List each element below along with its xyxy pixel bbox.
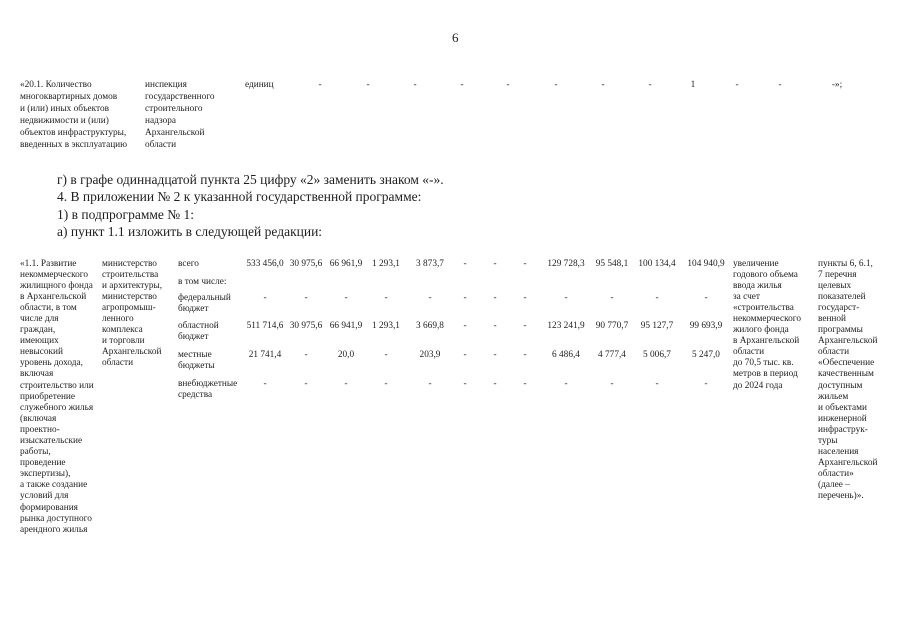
funding-source-label (178, 293, 231, 315)
funding-value-cell: 129 728,3 (547, 258, 585, 269)
expected-result-line: до 2024 года (733, 380, 783, 391)
executor-line: области (102, 358, 134, 369)
table1-value-cell: - (554, 80, 558, 90)
measure-name-line: в Архангельской (20, 291, 87, 302)
measure-name-line: служебного жилья (20, 402, 94, 413)
funding-value-cell: - (523, 292, 527, 303)
table1-value-cell: - (318, 80, 322, 90)
indicator-reference-line: венной (818, 313, 847, 324)
measure-name-line: изыскательские (20, 436, 83, 446)
measure-name-line: условий для (20, 491, 69, 502)
table1-name-line: недвижимости и (или) (20, 116, 109, 126)
indicator-reference-line: пункты 6, 6.1, (818, 258, 873, 269)
measure-name-line: проектно- (20, 424, 60, 435)
indicator-reference-line: инженерной (818, 413, 867, 424)
funding-value-cell: - (304, 292, 308, 303)
executor-line: министерство (102, 258, 157, 269)
table1-name-line: объектов инфраструктуры, (20, 128, 127, 138)
funding-value-cell: 90 770,7 (595, 320, 629, 331)
table1-responsible-line: государственного (145, 92, 215, 102)
indicator-reference-line: области (818, 347, 850, 358)
indicator-reference-line: жильем (818, 391, 849, 402)
funding-value-cell: 30 975,6 (289, 320, 323, 331)
table1-responsible-line: строительного (145, 104, 203, 114)
indicator-reference-line: государст- (818, 302, 860, 313)
funding-value-cell: - (704, 292, 708, 303)
indicator-reference (818, 259, 877, 503)
funding-value-cell: - (384, 292, 388, 303)
executor-line: Архангельской (102, 347, 162, 358)
measure-name-line: работы, (20, 447, 51, 458)
measure-name-line: (включая (20, 413, 57, 424)
table1-name-line: многоквартирных домов (20, 92, 118, 102)
measure-name-line: а также создание (20, 480, 88, 491)
funding-source-label-line: федеральный (178, 292, 231, 303)
indicator-reference-line: перечень)». (818, 491, 864, 502)
funding-value-cell: - (493, 378, 497, 389)
funding-value-cell: 99 693,9 (689, 320, 723, 331)
funding-value-cell: 511 714,6 (246, 320, 284, 331)
funding-value-cell: 533 456,0 (246, 258, 284, 269)
funding-source-label-line: средства (178, 389, 213, 400)
funding-value-cell: 95 548,1 (595, 258, 629, 269)
funding-value-cell: 6 486,4 (552, 349, 580, 360)
measure-name-line: проведение (20, 458, 66, 469)
indicator-reference-line: качественным (818, 369, 874, 380)
paragraph: г) в графе одиннадцатой пункта 25 цифру «2» заменить знаком «-». (57, 172, 444, 187)
indicator-reference-line: инфраструк- (818, 424, 868, 435)
funding-value-cell: - (463, 292, 467, 303)
funding-value-cell: 66 961,9 (329, 258, 363, 269)
funding-value-cell: 5 006,7 (643, 349, 671, 360)
funding-value-cell: - (428, 292, 432, 303)
table1-responsible-line: области (145, 140, 177, 150)
table1-value-cell: - (648, 80, 652, 90)
funding-value-cell: - (463, 349, 467, 360)
measure-name-line: имеющих (20, 336, 59, 347)
measure-name-line: некоммерческого (20, 269, 89, 280)
executor-line: агропромыш- (102, 302, 156, 313)
funding-value-cell: - (344, 378, 348, 389)
funding-source-label (178, 259, 199, 270)
funding-value-cell: - (610, 378, 614, 389)
funding-source-label-line: бюджет (178, 331, 209, 342)
funding-value-cell: 1 293,1 (372, 320, 400, 331)
indicator-reference-line: 7 перечня (818, 269, 857, 280)
indicator-reference-line: (далее – (818, 480, 850, 491)
funding-value-cell: - (263, 378, 267, 389)
table1-values-row (0, 79, 905, 91)
funding-source-label (178, 277, 226, 288)
table1-responsible-line: Архангельской (145, 128, 205, 138)
indicator-reference-line: программы (818, 325, 863, 336)
table1-responsible-line: инспекция (145, 80, 187, 90)
indicator-reference-line: и объектами (818, 402, 867, 413)
measure-name-line: рынка доступного (20, 513, 92, 524)
table1-value-cell: - (778, 80, 782, 90)
table1-value-cell: -»; (831, 80, 843, 90)
funding-value-cell: - (463, 320, 467, 331)
funding-source-label-line: бюджеты (178, 360, 215, 371)
table1-value-cell: - (506, 80, 510, 90)
funding-source-label (178, 379, 237, 401)
measure-name-line: области, в том (20, 302, 77, 313)
executor-line: ленного (102, 313, 134, 324)
funding-value-cell: 95 127,7 (640, 320, 674, 331)
indicator-reference-line: туры (818, 436, 838, 446)
table1-name-line: и (или) иных объектов (20, 104, 110, 114)
funding-value-cell: - (564, 292, 568, 303)
funding-value-cell: - (610, 292, 614, 303)
expected-result-line: ввода жилья (733, 280, 782, 291)
funding-value-cell: 100 134,4 (638, 258, 676, 269)
funding-value-cell: 21 741,4 (248, 349, 282, 360)
funding-value-cell: 30 975,6 (289, 258, 323, 269)
funding-value-cell: 3 873,7 (416, 258, 444, 269)
measure-name-line: жилищного фонда (20, 280, 93, 291)
funding-value-cell: - (655, 292, 659, 303)
funding-source-label-line: в том числе: (178, 276, 227, 287)
table1-name-line: введенных в эксплуатацию (20, 140, 128, 150)
indicator-reference-line: населения (818, 447, 859, 458)
funding-value-cell: - (384, 378, 388, 389)
indicator-reference-line: доступным (818, 380, 863, 391)
measure-name-line: уровень дохода, (20, 358, 83, 369)
executor (102, 259, 162, 370)
executor-line: и архитектуры, (102, 280, 163, 291)
amendment-paragraphs (57, 171, 444, 241)
expected-result-line: «строительства (733, 302, 794, 313)
indicator-reference-line: показателей (818, 291, 866, 302)
measure-name-line: экспертизы), (20, 469, 71, 480)
paragraph: а) пункт 1.1 изложить в следующей редакции: (57, 224, 323, 240)
indicator-reference-line: целевых (818, 280, 852, 291)
paragraph: 1) в подпрограмме № 1: (57, 206, 195, 222)
table1-value-cell: - (413, 80, 417, 90)
funding-value-cell: - (493, 320, 497, 331)
expected-result-line: годового объема (733, 269, 798, 280)
measure-name-line: «1.1. Развитие (20, 258, 77, 269)
table1-name-line: «20.1. Количество (20, 80, 92, 90)
measure-name-line: строительство или (20, 380, 94, 391)
measure-name-line: включая (20, 369, 54, 380)
funding-value-cell: - (384, 349, 388, 360)
funding-value-cell: 203,9 (419, 349, 441, 360)
funding-value-cell: - (463, 378, 467, 389)
measure-name-line: невысокий (20, 347, 63, 358)
funding-source-label-line: областной (178, 320, 219, 331)
expected-result-line: увеличение (733, 258, 779, 269)
funding-value-cell: 66 941,9 (329, 320, 363, 331)
expected-result-line: метров в период (733, 369, 798, 380)
table1-responsible-line: надзора (145, 116, 176, 126)
measure-name (20, 259, 94, 536)
funding-value-cell: 3 669,8 (416, 320, 444, 331)
expected-result-line: до 70,5 тыс. кв. (733, 358, 794, 369)
funding-value-cell: - (304, 378, 308, 389)
funding-value-cell: 20,0 (337, 349, 355, 360)
funding-value-cell: - (493, 292, 497, 303)
funding-value-cell: - (523, 320, 527, 331)
funding-value-cell: - (263, 292, 267, 303)
measure-name-line: формирования (20, 502, 78, 513)
funding-value-cell: - (523, 349, 527, 360)
funding-source-label (178, 321, 219, 343)
table1-value-cell: - (735, 80, 739, 90)
indicator-reference-line: Архангельской (818, 458, 878, 469)
executor-line: министерство (102, 291, 157, 302)
expected-result-line: за счет (733, 291, 760, 302)
funding-value-cell: 104 940,9 (687, 258, 725, 269)
funding-value-cell: - (493, 349, 497, 360)
funding-value-cell: - (704, 378, 708, 389)
measure-name-line: числе для (20, 313, 59, 324)
funding-source-label (178, 350, 215, 372)
table1-unit: единиц (245, 80, 274, 90)
table1-value-cell: 1 (690, 80, 696, 90)
funding-value-cell: - (493, 258, 497, 269)
funding-source-label-line: внебюджетные (178, 378, 238, 389)
page-number: 6 (452, 30, 459, 45)
measure-name-line: граждан, (20, 325, 56, 336)
funding-value-cell: - (655, 378, 659, 389)
expected-result-line: некоммерческого (733, 313, 802, 324)
indicator-reference-line: «Обеспечение (818, 358, 875, 369)
executor-line: и торговли (102, 336, 145, 347)
expected-result-line: области (733, 347, 765, 358)
funding-value-cell: 5 247,0 (692, 349, 720, 360)
table1-value-cell: - (460, 80, 464, 90)
indicator-reference-line: Архангельской (818, 336, 878, 347)
expected-result (733, 259, 801, 392)
paragraph: 4. В приложении № 2 к указанной государственной программе: (57, 189, 422, 205)
table1-value-cell: - (366, 80, 370, 90)
executor-line: комплекса (102, 325, 143, 336)
funding-value-cell: - (523, 378, 527, 389)
measure-name-line: приобретение (20, 391, 76, 402)
funding-source-label-line: бюджет (178, 303, 209, 314)
executor-line: строительства (102, 269, 159, 280)
funding-source-label-line: всего (178, 258, 199, 269)
funding-value-cell: - (428, 378, 432, 389)
funding-value-cell: - (564, 378, 568, 389)
funding-source-label-line: местные (178, 349, 212, 360)
measure-name-line: арендного жилья (20, 524, 88, 535)
funding-value-cell: - (304, 349, 308, 360)
funding-value-cell: 123 241,9 (547, 320, 585, 331)
funding-value-cell: - (523, 258, 527, 269)
table1-value-cell: - (601, 80, 605, 90)
funding-value-cell: 1 293,1 (372, 258, 400, 269)
funding-value-cell: - (463, 258, 467, 269)
funding-value-cell: - (344, 292, 348, 303)
indicator-reference-line: области» (818, 469, 854, 480)
funding-value-cell: 4 777,4 (598, 349, 626, 360)
expected-result-line: в Архангельской (733, 336, 800, 347)
expected-result-line: жилого фонда (733, 325, 789, 336)
